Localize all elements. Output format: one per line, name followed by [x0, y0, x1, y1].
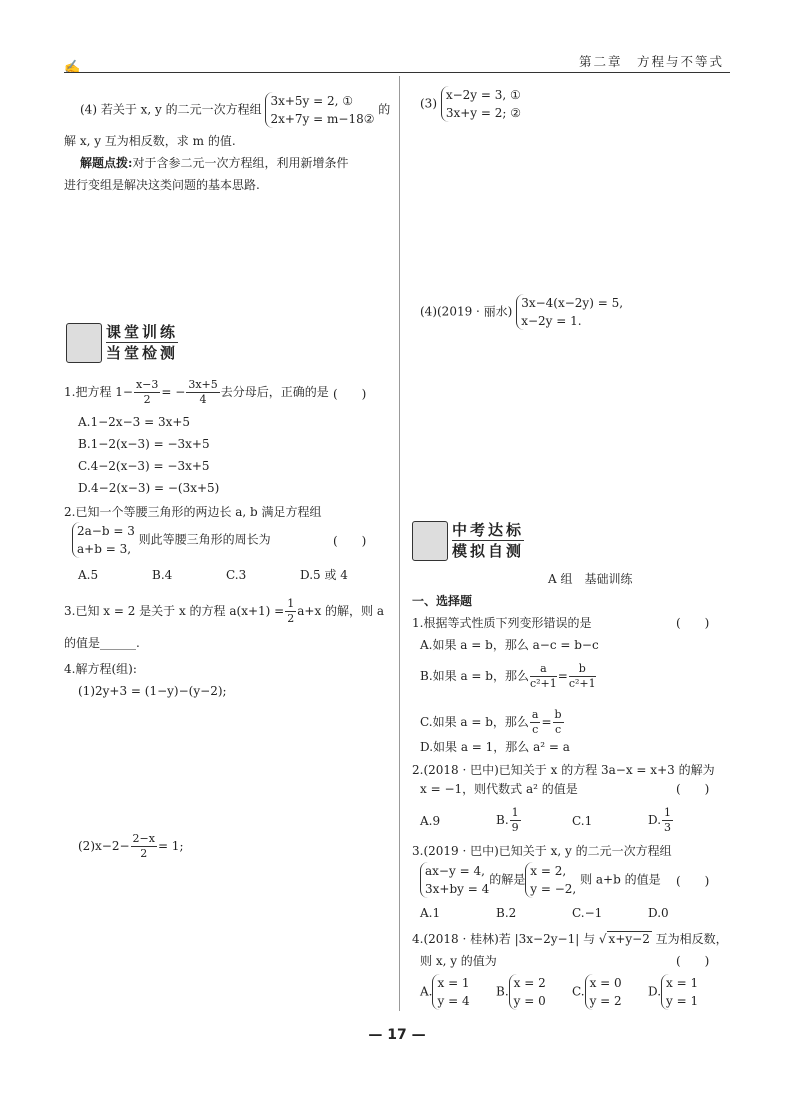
p1-c: 去分母后，正确的是 [220, 385, 329, 399]
p3-f-den: 2 [287, 612, 295, 625]
pen-icon: ✍ [64, 60, 81, 75]
r3-sys2 [525, 862, 576, 898]
teacher-icon [412, 521, 448, 561]
tip [80, 154, 348, 172]
p4-2-den: 2 [140, 847, 148, 860]
r2-option-d [648, 806, 674, 835]
r4-a: 4.(2018 · 桂林)若 |3x−2y−1| 与 [412, 932, 596, 946]
r1c-pre: C.如果 a = b，那么 [420, 715, 529, 729]
r4-sqrt: x+y−2 [608, 932, 650, 946]
r4-line2: 则 x, y 的值为 [420, 954, 497, 968]
r4b-2: y = 0 [513, 994, 546, 1008]
badge-classroom [66, 322, 178, 363]
rq4-system [516, 294, 623, 330]
r4b-1: x = 2 [513, 976, 546, 990]
r4-b: 互为相反数， [655, 932, 728, 946]
r4d-sys [661, 974, 698, 1010]
r2-line2: x = −1，则代数式 a² 的值是 [420, 782, 578, 796]
r1-option-a: A.如果 a = b，那么 a−c = b−c [420, 638, 599, 652]
tip-text2: 进行变组是解决这类问题的基本思路. [64, 178, 260, 192]
q3-eq1: x−2y = 3, ① [445, 88, 521, 102]
r1-option-d: D.如果 a = 1，那么 a² = a [420, 740, 570, 754]
p2-option-d: D.5 或 4 [300, 568, 348, 582]
p1-option-c: C.4−2(x−3) = −3x+5 [78, 459, 210, 473]
p4-title: 4.解方程(组): [64, 662, 137, 676]
r3-option-b: B.2 [496, 906, 517, 920]
p3-f-num: 1 [287, 597, 295, 610]
group-title: A 组 基础训练 [548, 572, 633, 586]
rq4-prefix: (4)(2019 · 丽水) [420, 304, 513, 319]
r1b-frac2 [569, 662, 596, 691]
r1c-frac2 [553, 708, 564, 737]
p3-b: a+x 的解，则 a [297, 604, 384, 618]
p2-brace [72, 522, 135, 558]
left-q4 [80, 92, 390, 128]
r3-eq2: 3x+by = 4 [425, 882, 490, 896]
p1-f1-num: x−3 [135, 378, 159, 391]
q4-eq2: 2x+7y = m−18② [270, 112, 375, 126]
r3-sys1 [420, 862, 489, 898]
page-number: — 17 — [368, 1027, 426, 1043]
section-title: 一、选择题 [412, 594, 473, 608]
p2-option-b: B.4 [152, 568, 173, 582]
r3-s2: y = −2, [530, 882, 577, 896]
chapter-title: 第二章 方程与不等式 [578, 54, 724, 69]
p2-option-c: C.3 [226, 568, 247, 582]
r2-line1: 2.(2018 · 巴中)已知关于 x 的方程 3a−x = x+3 的解为 [412, 763, 715, 777]
tip-label: 解题点拨: [80, 156, 133, 170]
p1-frac1 [134, 378, 160, 407]
rq4-eq1: 3x−4(x−2y) = 5, [521, 296, 624, 310]
p4-part1: (1)2y+3 = (1−y)−(y−2); [78, 684, 227, 698]
r1-option-b: B.如果 a = b，那么 $\frac{a}{\text{c²+1}}$ = $\frac{b}{\text{c²+1}}$ [420, 662, 596, 690]
r2-option-b [496, 806, 522, 835]
p3-frac [285, 597, 296, 626]
r2b-pre: B. [496, 813, 509, 827]
r2b-frac [510, 806, 521, 835]
q3-eq2: 3x+y = 2; ② [445, 106, 521, 120]
r2-paren: ( ) [676, 782, 710, 796]
r1b-frac1 [530, 662, 557, 691]
q3-prefix: (3) [420, 96, 437, 111]
r4d-1: x = 1 [666, 976, 699, 990]
r3-option-c: C.−1 [572, 906, 603, 920]
r1c-d2: c [554, 723, 562, 736]
p1-frac2 [186, 378, 219, 407]
r1b-n2: b [569, 662, 596, 677]
r4-line1: 4.(2018 · 桂林)若 |3x−2y−1| 与 √ x+y−2 互为相反数， [412, 932, 728, 946]
r2b-num: 1 [511, 806, 519, 819]
p1 [64, 378, 329, 407]
badge2-line1: 中考达标 [452, 521, 525, 539]
r2b-den: 9 [511, 821, 519, 834]
r1-option-c: C.如果 a = b，那么 $\frac{a}{c}$ = $\frac{b}{c}$ [420, 708, 562, 736]
r1c-frac1 [530, 708, 541, 737]
r3-option-d: D.0 [648, 906, 669, 920]
p1-b: = − [161, 385, 186, 399]
r4c-pre: C. [572, 984, 585, 999]
r1-stem: 1.根据等式性质下列变形错误的是 [412, 616, 592, 630]
r2-option-a: A.9 [420, 814, 441, 828]
right-q4 [420, 294, 623, 330]
p2-line1: 2.已知一个等腰三角形的两边长 a, b 满足方程组 [64, 505, 322, 519]
r1b-d1: c²+1 [529, 677, 557, 690]
p4-2a: (2)x−2− [78, 839, 130, 853]
r2d-den: 3 [664, 821, 672, 834]
p4-part2 [78, 832, 183, 861]
p1-option-a: A.1−2x−3 = 3x+5 [78, 415, 191, 429]
student-icon [66, 323, 102, 363]
p1-f1-den: 2 [143, 393, 151, 406]
r1-paren: ( ) [676, 616, 710, 630]
p2-system [72, 522, 271, 558]
p4-2-frac [131, 832, 157, 861]
r3-systems [420, 862, 661, 898]
p2-text: 则此等腰三角形的周长为 [138, 532, 271, 547]
p3-line2: 的值是______. [64, 636, 140, 650]
r4-option-c [572, 974, 622, 1010]
p1-option-b: B.1−2(x−3) = −3x+5 [78, 437, 210, 451]
r1b-pre: B.如果 a = b，那么 [420, 669, 529, 683]
r3-line1: 3.(2019 · 巴中)已知关于 x, y 的二元一次方程组 [412, 844, 672, 858]
p4-2-num: 2−x [132, 832, 155, 845]
q4-prefix: (4) 若关于 x, y 的二元一次方程组 [80, 102, 262, 117]
r4b-pre: B. [496, 984, 509, 999]
r2d-frac [662, 806, 673, 835]
p2-eq1: 2a−b = 3 [77, 524, 135, 538]
r4a-1: x = 1 [437, 976, 470, 990]
r3-option-a: A.1 [420, 906, 441, 920]
r1b-d2: c²+1 [568, 677, 596, 690]
q4-system [265, 92, 374, 128]
p2-paren: ( ) [333, 534, 367, 548]
r4d-pre: D. [648, 984, 662, 999]
r1c-d1: c [532, 723, 539, 736]
q4-suffix: 的 [378, 102, 391, 117]
r4-paren: ( ) [676, 954, 710, 968]
r1c-n1: a [531, 708, 539, 721]
badge-exam [412, 520, 524, 561]
r1c-n2: b [554, 708, 562, 721]
tip-text1: 对于含参二元一次方程组，利用新增条件 [132, 156, 349, 170]
p3 [64, 597, 384, 626]
r4a-pre: A. [420, 984, 433, 999]
r4c-1: x = 0 [589, 976, 622, 990]
p1-a: 1.把方程 1− [64, 385, 133, 399]
p1-f2-den: 4 [199, 393, 207, 406]
r4-option-d [648, 974, 698, 1010]
header-rule [64, 72, 730, 73]
column-divider [399, 76, 400, 1011]
r3-suffix: 则 a+b 的值是 [580, 872, 661, 887]
q4-eq1: 3x+5y = 2, ① [270, 94, 354, 108]
right-q3 [420, 86, 521, 122]
badge2-line2: 模拟自测 [452, 542, 525, 560]
r4a-2: y = 4 [437, 994, 470, 1008]
p2-option-a: A.5 [78, 568, 99, 582]
p3-a: 3.已知 x = 2 是关于 x 的方程 a(x+1) = [64, 604, 285, 618]
r2d-pre: D. [648, 813, 662, 827]
p1-f2-num: 3x+5 [188, 378, 218, 391]
r1b-n1: a [530, 662, 557, 677]
r3-paren: ( ) [676, 874, 710, 888]
r4-option-b [496, 974, 546, 1010]
p4-2b: = 1; [157, 839, 184, 853]
p1-option-d: D.4−2(x−3) = −(3x+5) [78, 481, 220, 495]
r2-option-c: C.1 [572, 814, 593, 828]
r3-mid: 的解是 [489, 872, 526, 887]
q4-line2: 解 x, y 互为相反数，求 m 的值. [64, 134, 236, 148]
r4-option-a [420, 974, 470, 1010]
p1-paren: ( ) [333, 387, 367, 401]
r4c-sys [585, 974, 622, 1010]
r4c-2: y = 2 [589, 994, 622, 1008]
badge1-line2: 当堂检测 [106, 344, 179, 362]
r3-s1: x = 2, [530, 864, 567, 878]
p2-eq2: a+b = 3, [77, 542, 132, 556]
r2d-num: 1 [664, 806, 672, 819]
badge1-line1: 课堂训练 [106, 323, 179, 341]
q3-system [441, 86, 521, 122]
r3-eq1: ax−y = 4, [425, 864, 485, 878]
r4b-sys [509, 974, 546, 1010]
r4a-sys [432, 974, 469, 1010]
r4d-2: y = 1 [666, 994, 699, 1008]
rq4-eq2: x−2y = 1. [521, 314, 582, 328]
